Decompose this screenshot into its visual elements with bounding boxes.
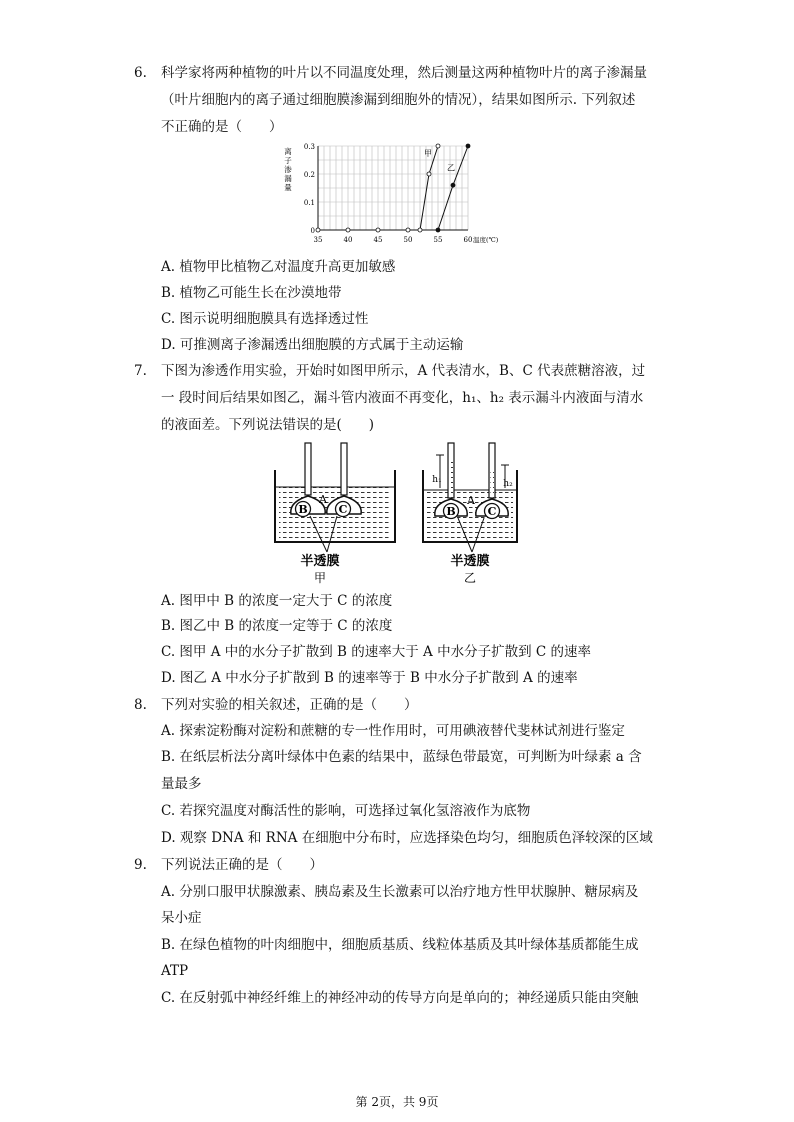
h1-label: h₁	[432, 475, 442, 485]
x-tick-label: 60	[463, 236, 473, 244]
question-number: 6.	[134, 65, 147, 81]
question-number: 8.	[134, 697, 147, 713]
option-b-cont: ATP	[161, 963, 189, 979]
beaker-yi	[423, 443, 517, 585]
membrane-label: 半透膜	[450, 554, 490, 569]
option-a: A. 植物甲比植物乙对温度升高更加敏感	[161, 259, 396, 275]
y-axis-label-char: 离	[284, 147, 292, 156]
question-text: 下图为渗透作用实验，开始时如图甲所示，A 代表清水，B、C 代表蔗糖溶液，过	[161, 363, 646, 379]
x-tick-label: 50	[403, 236, 413, 244]
question-number: 9.	[134, 857, 147, 873]
label-b: B	[298, 503, 308, 516]
x-tick-label: 40	[343, 236, 353, 244]
data-point	[427, 172, 431, 176]
label-a: A	[467, 494, 475, 507]
option-c: C. 在反射弧中神经纤维上的神经冲动的传导方向是单向的；神经递质只能由突触	[161, 990, 639, 1006]
series-label-jia: 甲	[424, 149, 432, 158]
question-text: 的液面差。下列说法错误的是( )	[161, 417, 375, 433]
label-c: C	[487, 505, 497, 518]
option-a: A. 图甲中 B 的浓度一定大于 C 的浓度	[161, 593, 393, 609]
option-a: A. 分别口服甲状腺激素、胰岛素及生长激素可以治疗地方性甲状腺肿、糖尿病及	[161, 884, 639, 900]
label-b: B	[446, 505, 456, 518]
y-axis-label-char: 量	[284, 183, 292, 192]
x-axis-label: 温度(℃)	[473, 236, 499, 244]
x-tick-label: 35	[313, 236, 323, 244]
option-b: B. 在纸层析法分离叶绿体中色素的结果中，蓝绿色带最宽，可判断为叶绿素 a 含	[161, 749, 642, 765]
label-c: C	[338, 503, 348, 516]
option-d: D. 观察 DNA 和 RNA 在细胞中分布时，应选择染色均匀，细胞质色泽较深的区域	[161, 830, 653, 846]
y-axis-label-char: 子	[284, 156, 292, 165]
y-tick-label: 0.1	[303, 199, 315, 207]
option-d: D. 图乙 A 中水分子扩散到 B 的速率等于 B 中水分子扩散到 A 的速率	[161, 670, 578, 686]
option-b-cont: 量最多	[161, 776, 202, 792]
y-tick-label: 0	[310, 227, 315, 235]
beaker-jia	[275, 443, 395, 585]
option-c: C. 图甲 A 中的水分子扩散到 B 的速率大于 A 中水分子扩散到 C 的速率	[161, 644, 592, 660]
series-label-yi: 乙	[447, 163, 455, 173]
data-point	[436, 144, 440, 148]
option-d: D. 可推测离子渗漏透出细胞膜的方式属于主动运输	[161, 337, 464, 353]
option-a: A. 探索淀粉酶对淀粉和蔗糖的专一性作用时，可用碘液替代斐林试剂进行鉴定	[161, 723, 625, 739]
option-b: B. 在绿色植物的叶肉细胞中，细胞质基质、线粒体基质及其叶绿体基质都能生成	[161, 937, 639, 953]
question-text: （叶片细胞内的离子通过细胞膜渗漏到细胞外的情况），结果如图所示. 下列叙述	[161, 92, 636, 108]
question-text: 下列对实验的相关叙述，正确的是（ ）	[161, 697, 418, 713]
x-tick-label: 55	[433, 236, 443, 244]
option-c: C. 图示说明细胞膜具有选择透过性	[161, 311, 369, 327]
data-point	[316, 228, 320, 232]
question-text: 科学家将两种植物的叶片以不同温度处理，然后测量这两种植物叶片的离子渗漏量	[161, 65, 647, 81]
osmosis-figure	[265, 440, 525, 585]
question-text: 下列说法正确的是（ ）	[161, 857, 323, 873]
question-number: 7.	[134, 363, 147, 379]
data-point	[418, 228, 422, 232]
data-point	[466, 144, 470, 148]
question-text: 不正确的是（ ）	[161, 119, 283, 135]
data-point	[451, 183, 455, 187]
option-b: B. 植物乙可能生长在沙漠地带	[161, 285, 342, 301]
data-point	[346, 228, 350, 232]
question-text: 一 段时间后结果如图乙，漏斗管内液面不再变化，h₁、h₂ 表示漏斗内液面与清水	[161, 390, 644, 406]
option-c: C. 若探究温度对酶活性的影响，可选择过氧化氢溶液作为底物	[161, 803, 531, 819]
option-b: B. 图乙中 B 的浓度一定等于 C 的浓度	[161, 618, 393, 634]
y-axis-label-char: 渗	[284, 165, 292, 174]
h2-label: h₂	[503, 479, 513, 489]
membrane-label: 半透膜	[300, 554, 340, 569]
page-footer: 第 2页，共 9页	[355, 1095, 439, 1109]
option-a-cont: 呆小症	[161, 910, 202, 926]
caption-yi: 乙	[463, 571, 477, 585]
x-tick-label: 45	[373, 236, 383, 244]
data-point	[406, 228, 410, 232]
label-a: A	[319, 493, 327, 506]
caption-jia: 甲	[313, 571, 327, 585]
y-tick-label: 0.3	[303, 143, 315, 151]
ion-leakage-chart	[280, 138, 499, 258]
data-point	[376, 228, 380, 232]
y-axis-label-char: 漏	[284, 174, 292, 183]
data-point	[436, 228, 440, 232]
y-tick-label: 0.2	[303, 171, 315, 179]
